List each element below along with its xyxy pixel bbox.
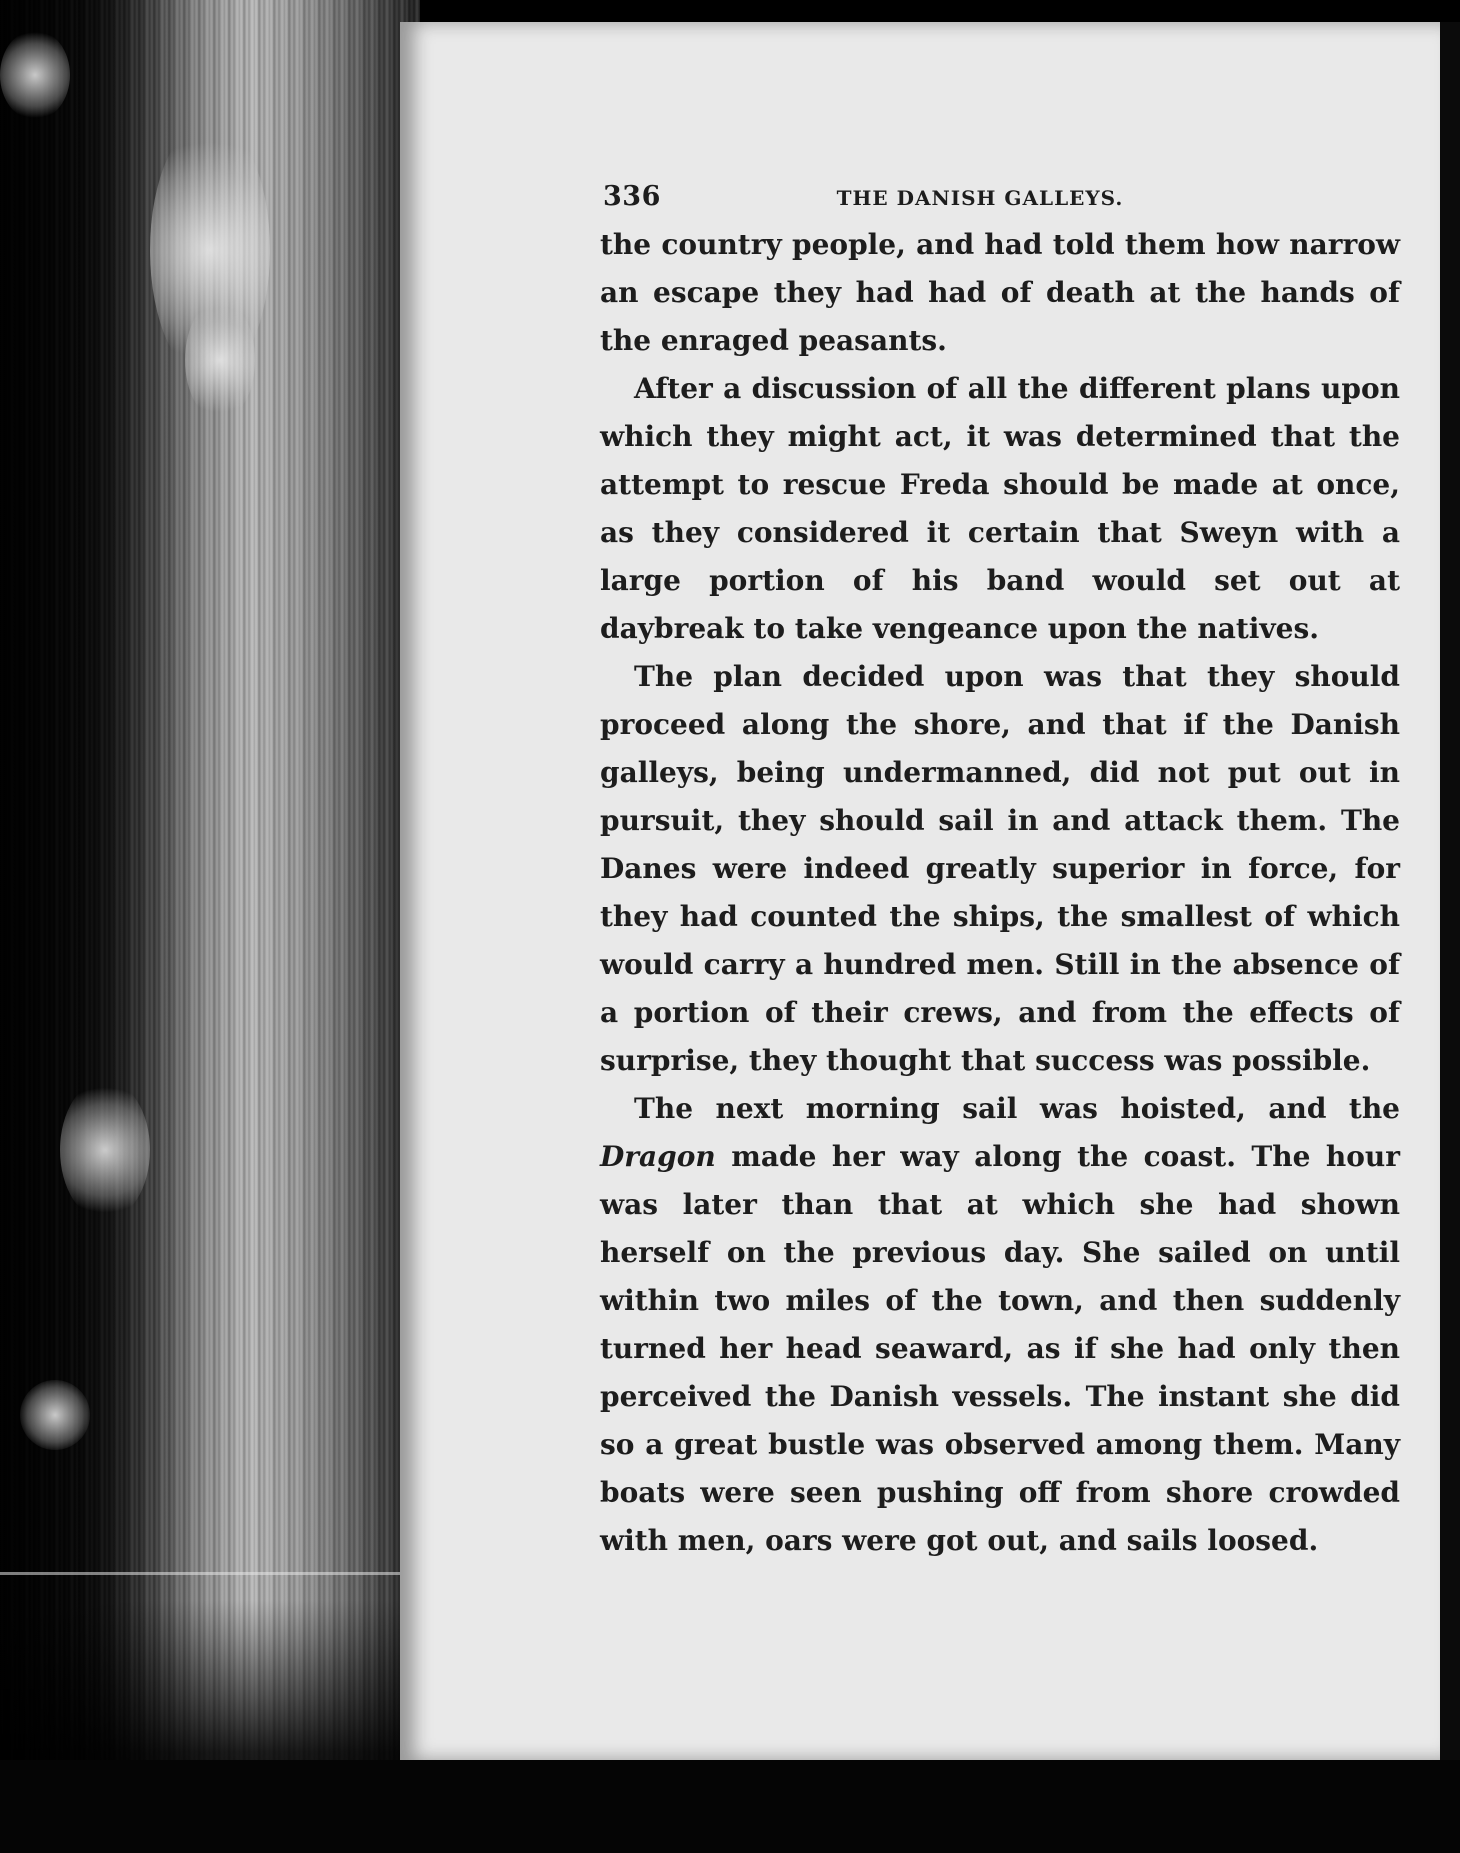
paragraph: After a discussion of all the different plans upon which they might act, it was determined that the attempt to rescue Freda should be made at once, as they considered it certain that Sweyn with a large portion of his band would set out at daybreak to take vengeance upon the natives. [600,372,1400,645]
binding-shadow [0,0,150,1853]
body-text [600,221,1400,1565]
book-page [400,22,1440,1760]
running-head [600,177,1400,217]
edge-stain [185,300,255,420]
paragraph-text: made her way along the coast. The hour was later than that at which she had shown herself on the previous day. She sailed on until within two miles of the town, and then suddenly turned her head seaward, as if she had only then perceived the Danish vessels. The instant she did so a great bustle was observed among them. Many boats were seen pushing off from shore crowded with men, oars were got out, and sails loosed. [600,1140,1400,1557]
page-content [600,177,1400,1565]
running-title: THE DANISH GALLEYS. [836,186,1124,210]
edge-stain [20,1380,90,1450]
ship-name: Dragon [600,1140,716,1173]
paragraph: The plan decided upon was that they should proceed along the shore, and that if the Danish galleys, being undermanned, did not put out in pursuit, they should sail in and attack them. The Danes were indeed greatly superior in force, for they had counted the ships, the smallest of which would carry a hundred men. Still in the absence of a portion of their crews, and from the effects of surprise, they thought that success was possible. [600,660,1400,1077]
scan-bottom-border [0,1760,1460,1853]
paragraph [600,1085,1400,1565]
edge-stain [0,30,70,120]
edge-stain [60,1080,150,1220]
paragraph-text: The next morning sail was hoisted, and the [634,1092,1400,1125]
page-number: 336 [603,181,661,212]
paragraph: the country people, and had told them how narrow an escape they had had of death at the hands of the enraged peasants. [600,228,1400,357]
scan-artifact-line [0,1572,420,1575]
